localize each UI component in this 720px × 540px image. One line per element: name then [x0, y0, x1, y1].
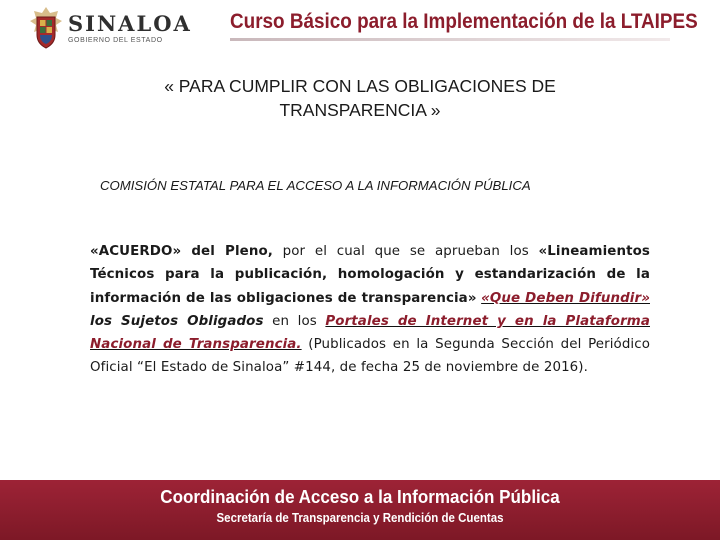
state-seal-icon: [28, 5, 64, 51]
footer-subtitle: Secretaría de Transparencia y Rendición de Cuentas: [216, 511, 504, 525]
logo-wordmark: SINALOA: [68, 10, 192, 36]
acuerdo-label: «ACUERDO»: [90, 244, 182, 259]
sinaloa-logo: [28, 4, 192, 52]
sujetos-obligados-text: los Sujetos Obligados: [90, 313, 264, 329]
commission-heading: COMISIÓN ESTATAL PARA EL ACCESO A LA INFORMACIÓN PÚBLICA: [100, 178, 531, 193]
en-los-text: en los: [263, 313, 326, 329]
slide-title-line-2: TRANSPARENCIA »: [279, 100, 441, 120]
portales-text: Portales de Internet y en la Plataforma Nacional de Transparencia.: [90, 313, 650, 353]
slide-footer: [0, 480, 720, 540]
logo-subtitle: GOBIERNO DEL ESTADO: [68, 36, 163, 44]
header-divider: [230, 38, 670, 41]
slide-header: [0, 0, 720, 58]
slide-title: [100, 74, 620, 122]
pleno-text: del Pleno,: [181, 244, 273, 259]
course-title: Curso Básico para la Implementación de la LTAIPES: [230, 10, 698, 33]
agreement-paragraph: [90, 240, 650, 380]
slide-title-line-1: « PARA CUMPLIR CON LAS OBLIGACIONES DE: [164, 76, 556, 96]
approval-text: por el cual que se aprueban los: [272, 244, 539, 259]
que-deben-difundir-text: «Que Deben Difundir»: [481, 290, 650, 306]
footer-title: Coordinación de Acceso a la Información Pública: [160, 486, 560, 507]
lineamientos-text: «Lineamientos Técnicos para la publicación, homologación y estandarización de la información de las obligaciones de transparencia»: [90, 244, 650, 306]
publication-note: (Publicados en la Segunda Sección del Periódico Oficial “El Estado de Sinaloa” #144, de fecha 25 de noviembre de 2016).: [90, 337, 650, 376]
